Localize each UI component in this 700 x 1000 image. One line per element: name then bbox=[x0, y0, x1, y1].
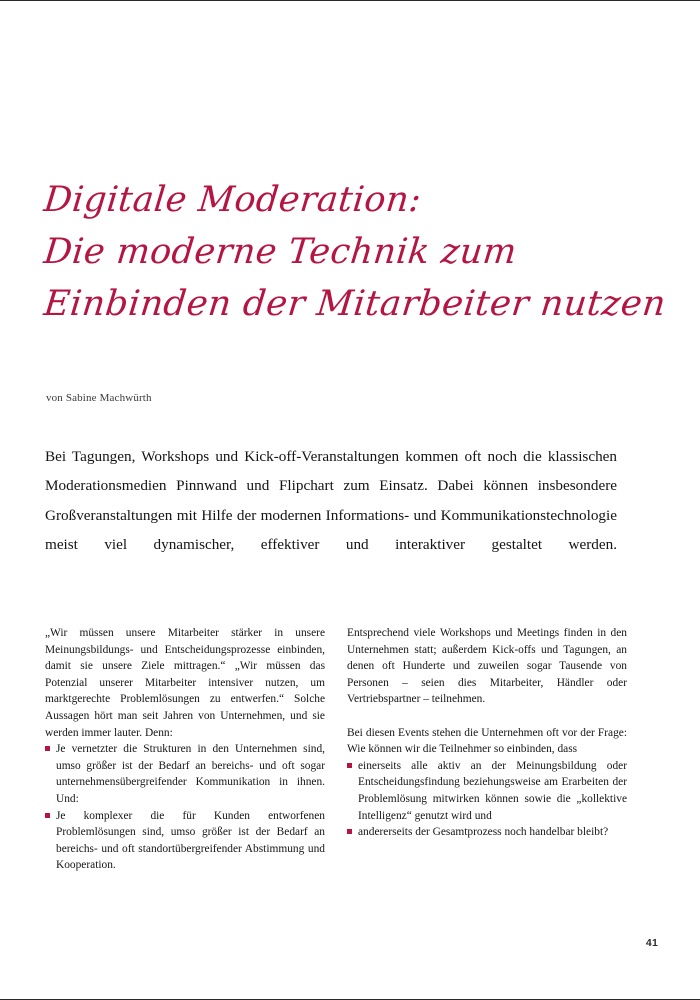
page-title bbox=[41, 174, 668, 330]
right-paragraph-1: Entsprechend viele Workshops und Meetings finden in den Unternehmen statt; außerdem Kick-offs und Tagungen, an denen oft Hunderte und zuweilen sogar Tausende von Personen – seien dies Mitarbeiter, Händler oder Vertriebspartner – teilnehmen. bbox=[347, 627, 627, 706]
list-item-text: Je vernetzter die Strukturen in den Unternehmen sind, umso größer ist der Bedarf an bereichs- und oft sogar unternehmensübergreifender Kommunikation in ihnen. Und: bbox=[56, 743, 325, 805]
byline: von Sabine Machwürth bbox=[46, 392, 152, 404]
square-bullet-icon bbox=[45, 813, 50, 818]
left-paragraph-1: „Wir müssen unsere Mitarbeiter stärker in unsere Meinungsbildungs- und Entscheidungsprozesse einbinden, damit sie unsere Ziele mittragen.“ „Wir müssen das Potenzial unserer Mitarbeiter intensiver nutzen, um marktgerechte Problemlösungen zu entwerfen.“ Solche Aussagen hört man seit Jahren von Unternehmen, und sie werden immer lauter. Denn: bbox=[45, 627, 325, 739]
body-columns bbox=[45, 625, 628, 874]
list-item bbox=[347, 758, 627, 824]
list-item-text: andererseits der Gesamtprozess noch handelbar bleibt? bbox=[358, 826, 609, 839]
list-item bbox=[45, 741, 325, 807]
headline-line-3: Einbinden der Mitarbeiter nutzen bbox=[41, 284, 668, 325]
list-item-text: einerseits alle aktiv an der Meinungsbildung oder Entscheidungsfindung beziehungsweise am Erarbeiten der Problemlösung mitwirken können sowie die „kollektive Intelligenz“ genutzt wird und bbox=[358, 759, 627, 822]
lead-paragraph: Bei Tagungen, Workshops und Kick-off-Veranstaltungen kommen oft noch die klassischen Moderationsmedien Pinnwand und Flipchart zum Einsatz. Dabei können insbesondere Großveranstaltungen mit Hilfe der modernen Informations- und Kommunikationstechnologie meist viel dynamischer, effektiver und interaktiver gestaltet werden. bbox=[45, 448, 617, 553]
page-number: 41 bbox=[645, 937, 658, 949]
column-left bbox=[45, 625, 325, 874]
column-right bbox=[347, 625, 627, 874]
headline-line-2: Die moderne Technik zum bbox=[41, 232, 519, 273]
left-bullet-list bbox=[45, 741, 325, 874]
right-bullet-list bbox=[347, 758, 627, 841]
list-item-text: Je komplexer die für Kunden entworfenen Problemlösungen sind, umso größer ist der Bedarf an bereichs- und oft standortübergreifender Abstimmung und Kooperation. bbox=[56, 809, 325, 872]
headline-line-1: Digitale Moderation: bbox=[41, 180, 424, 221]
square-bullet-icon bbox=[45, 746, 50, 751]
right-paragraph-2: Bei diesen Events stehen die Unternehmen oft vor der Frage: Wie können wir die Teilnehmer so einbinden, dass bbox=[347, 726, 627, 756]
list-item bbox=[347, 824, 627, 841]
list-item bbox=[45, 808, 325, 874]
square-bullet-icon bbox=[347, 829, 352, 834]
square-bullet-icon bbox=[347, 763, 352, 768]
